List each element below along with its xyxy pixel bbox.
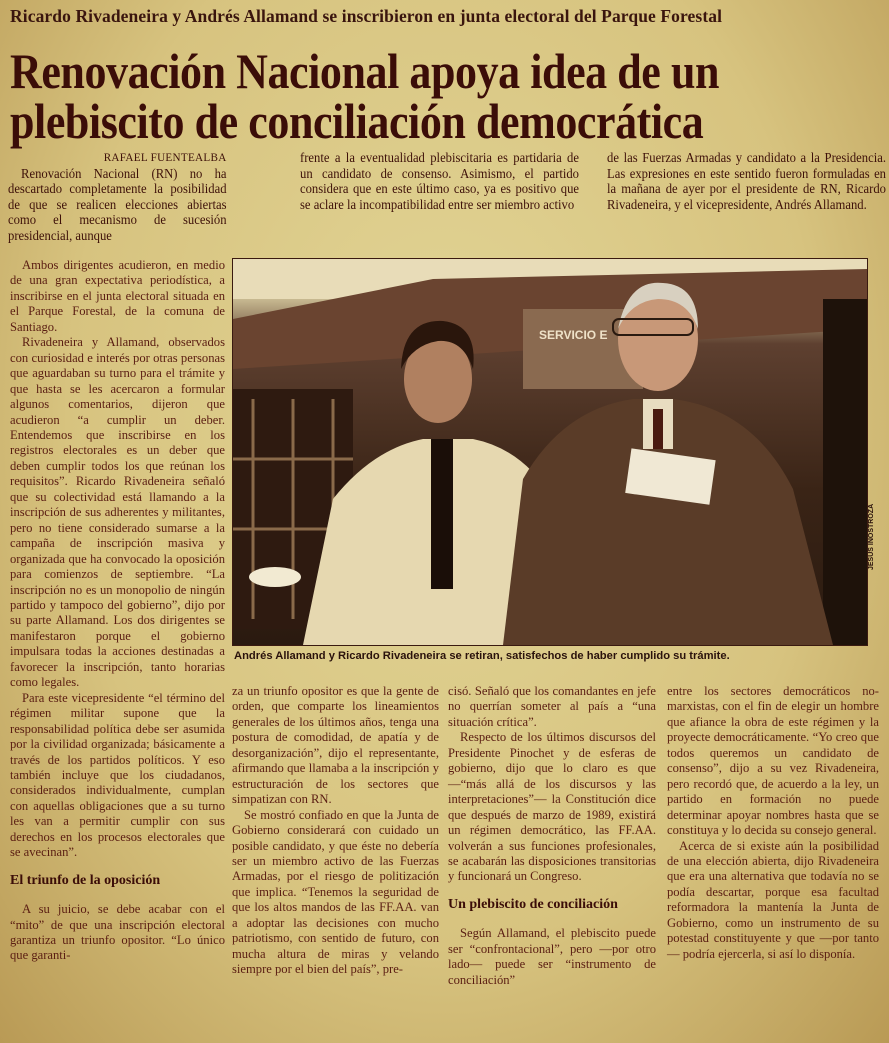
subheading: El triunfo de la oposición (10, 872, 161, 888)
body-column-4 (667, 684, 879, 962)
intro-col-3 (607, 150, 886, 212)
paragraph: za un triunfo opositor es que la gente de orden, que comparte los lineamientos generales de los últimos años, tenga una postura de comodidad, de apatía y de desorganización”, dijo el representante, afirmando que llamaba a la inscripción y estructuración de los sectores que simpatizan con RN. (232, 684, 439, 807)
paragraph: Respecto de los últimos discursos del Presidente Pinochet y de esferas de gobierno, dijo que lo claro es que —“más allá de los discursos y las interpretaciones”— la Constitución dice que después de marzo de 1989, existirá un régimen democrático, las FF.AA. volverán a sus funciones profesionales, se acabarán las disposiciones transitorias y funcionará un Congreso. (448, 730, 656, 884)
intro-text: frente a la eventualidad plebiscitaria es partidaria de un candidato de consenso. Asimismo, el partido considera que en este último caso, ya es positivo que se aclare la incompatibilidad entre ser miembro activo (300, 150, 579, 212)
body-column-1 (10, 258, 225, 964)
paragraph: entre los sectores democráticos no-marxistas, con el fin de elegir un hombre que afiance la obra de este régimen y la proyecte democráticamente. “Yo creo que todos queremos un candidato de consenso”, dijo a su vez Rivadeneira, pero recordó que, de acuerdo a la ley, un partido en formación no puede determinar apoyar nombres hasta que se constituya y lo decida su consejo general. (667, 684, 879, 838)
paragraph: Rivadeneira y Allamand, observados con curiosidad e interés por otras personas que aguardaban su turno para el trámite y que hasta se les acercaron a formular algunos comentarios, dijeron que acudieron “a cumplir un deber. Entendemos que inscribirse en los registros electorales es un deber que deben cumplir todos los que reúnan los requisitos”. Ricardo Rivadeneira señaló que su colectividad está llamando a la inscripción de sus adherentes y militantes, pero no tiene considerado sumarse a la campaña de inscripción masiva y organizada que ha convocado la oposición para comienzos de septiembre. “La inscripción no es un monopolio de ningún partido y tampoco del gobierno”, dijo por su parte Allamand. Los dos dirigentes se manifestaron porque el gobierno impulsara todas la acciones destinadas a favorecer la inscripción, tanto horarias como legales. (10, 335, 225, 690)
body-column-3 (448, 684, 656, 988)
subheading: Un plebiscito de conciliación (448, 896, 618, 912)
headline: Renovación Nacional apoya idea de un plebiscito de conciliación democrática (10, 43, 720, 149)
paragraph: Se mostró confiado en que la Junta de Gobierno considerará con cuidado un posible candidato, y que éste no debería ser un miembro activo de las Fuerzas Armadas, por el riesgo de politización que implica. “Tenemos la seguridad de que los altos mandos de las FF.AA. van a adoptar las decisiones con mucho patriotismo, con sentido de futuro, con mucha altura de miras y velando siempre por el bien del país”, pre- (232, 807, 439, 977)
photo-illustration (233, 259, 867, 645)
intro-col-1 (8, 150, 227, 244)
byline: RAFAEL FUENTEALBA (103, 150, 227, 164)
paragraph: A su juicio, se debe acabar con el “mito” de que una inscripción electoral garantiza un triunfo opositor. “Lo único que garanti- (10, 902, 225, 963)
body-column-2 (232, 684, 439, 978)
news-photo (232, 258, 868, 646)
photo-credit: JESUS INOSTROZA (868, 503, 875, 570)
intro-col-2 (300, 150, 579, 212)
sign-text: SERVICIO E (539, 328, 608, 342)
paragraph: Según Allamand, el plebiscito puede ser “confrontacional”, pero —por otro lado— puede ser “instrumento de conciliación” (448, 926, 656, 987)
kicker: Ricardo Rivadeneira y Andrés Allamand se inscribieron en junta electoral del Parque Forestal (10, 6, 723, 26)
paragraph: Ambos dirigentes acudieron, en medio de una gran expectativa periodística, a inscribirse en el junta electoral situada en el Parque Forestal, de la comuna de Santiago. (10, 258, 225, 334)
photo-caption: Andrés Allamand y Ricardo Rivadeneira se retiran, satisfechos de haber cumplido su trámite. (234, 650, 730, 662)
paragraph: cisó. Señaló que los comandantes en jefe no querrían someter al país a “una situación crítica”. (448, 684, 656, 729)
paragraph: Para este vicepresidente “el término del régimen militar supone que la responsabilidad política debe ser asumida por la civilidad organizada; básicamente a través de los partidos políticos. Y eso también incluye que los ciudadanos, considerados individualmente, cumplan con aquellas obligaciones que a su turno les van a permitir cumplir con sus derechos en los procesos electorales que se avecinan”. (10, 690, 225, 860)
paragraph: Acerca de si existe aún la posibilidad de una elección abierta, dijo Rivadeneira que era una alternativa que todavía no se podía descartar, porque esa facultad reformadora la mantenía la Junta de Gobierno, como un instrumento de su potestad constituyente y que —por tanto— podría ejercerla, si así lo disponía. (667, 838, 879, 961)
intro-text: de las Fuerzas Armadas y candidato a la Presidencia. Las expresiones en este sentido fueron formuladas en la mañana de ayer por el presidente de RN, Ricardo Rivadeneira, y el vicepresidente, Andrés Allamand. (607, 150, 886, 212)
intro-text: Renovación Nacional (RN) no ha descartado completamente la posibilidad de que se realicen elecciones abiertas como el mecanismo de sucesión presidencial, aunque (8, 165, 227, 243)
